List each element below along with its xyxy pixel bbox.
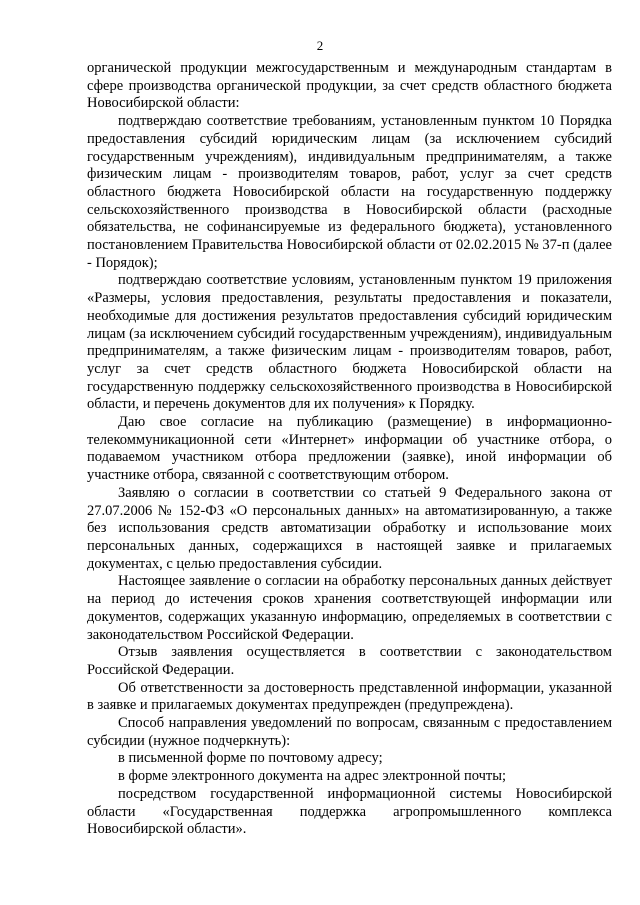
option-state-information-system: посредством государственной информационной системы Новосибирской области «Государственная поддержка агропромышленного комплекса Новосибирской области». [87, 785, 612, 838]
paragraph-compliance-conditions: подтверждаю соответствие условиям, установленным пунктом 19 приложения «Размеры, условия предоставления, результаты предоставления и показатели, необходимые для достижения результатов предоставления субсидий юридическим лицам (за исключением субсидий государственным учреждениям), индивидуальным предпринимателям, а также физическим лицам - производителям товаров, работ, услуг за счет средств областного бюджета Новосибирской области на государственную поддержку сельскохозяйственного производства в Новосибирской области, и перечень документов для их получения» к Порядку. [87, 272, 612, 413]
paragraph-responsibility: Об ответственности за достоверность представленной информации, указанной в заявке и прилагаемых документах предупрежден (предупреждена). [87, 679, 612, 714]
option-email: в форме электронного документа на адрес электронной почты; [118, 768, 507, 785]
option-postal-address: в письменной форме по почтовому адресу; [118, 750, 383, 767]
paragraph-consent-period: Настоящее заявление о согласии на обработку персональных данных действует на период до истечения сроков хранения соответствующей информации или документов, содержащих указанную информацию, определяемых в соответствии с законодательством Российской Федерации. [87, 573, 612, 643]
paragraph-publication-consent: Даю свое согласие на публикацию (размещение) в информационно-телекоммуникационной сети «Интернет» информации об участнике отбора, о подаваемом участником отбора предложении (заявке), иной информации об участнике отбора, связанной с соответствующим отбором. [87, 414, 612, 484]
paragraph-personal-data-consent: Заявляю о согласии в соответствии со статьей 9 Федерального закона от 27.07.2006 № 152-ФЗ «О персональных данных» на автоматизированную, а также без использования средств автоматизации обработку и использование моих персональных данных, содержащихся в настоящей заявке и прилагаемых документах, с целью предоставления субсидии. [87, 484, 612, 572]
paragraph-consent-withdrawal: Отзыв заявления осуществляется в соответствии с законодательством Российской Федерации. [87, 644, 612, 678]
document-body [87, 60, 612, 839]
page-number: 2 [316, 38, 324, 53]
paragraph-continuation: органической продукции межгосударственным и международным стандартам в сфере производства органической продукции, за счет средств областного бюджета Новосибирской области: [87, 60, 612, 112]
paragraph-compliance-requirements: подтверждаю соответствие требованиям, установленным пунктом 10 Порядка предоставления субсидий юридическим лицам (за исключением субсидий государственным учреждениям), индивидуальным предпринимателям, а также физическим лицам - производителям товаров, работ, услуг за счет средств областного бюджета Новосибирской области на государственную поддержку сельскохозяйственного производства в Новосибирской области (расходные обязательства, не софинансируемые из федерального бюджета), установленного постановлением Правительства Новосибирской области от 02.02.2015 № 37-п (далее - Порядок); [87, 113, 612, 271]
paragraph-notification-method: Способ направления уведомлений по вопросам, связанным с предоставлением субсидии (нужное подчеркнуть): [87, 715, 612, 749]
